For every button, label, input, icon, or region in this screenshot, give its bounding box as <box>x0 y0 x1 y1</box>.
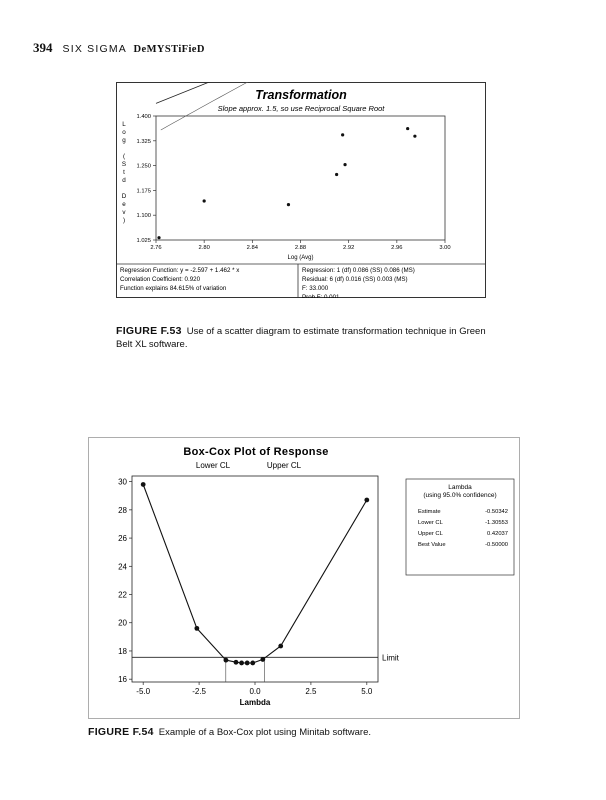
f54-y-tick-label: 26 <box>118 534 127 544</box>
f54-y-tick-label: 24 <box>118 562 127 572</box>
f54-x-tick-label: -2.5 <box>192 687 206 696</box>
f53-x-tick-label: 2.92 <box>343 245 355 251</box>
caption-f54-label: FIGURE F.54 <box>88 726 154 738</box>
f53-data-point <box>335 173 338 176</box>
f54-data-point <box>364 498 369 503</box>
f54-lambda-row-value: -1.30553 <box>485 520 508 526</box>
f53-ylabel-char: ) <box>122 217 126 224</box>
running-head-text: SIX SIGMA <box>62 43 127 55</box>
f53-x-tick-label: 2.76 <box>150 245 162 251</box>
f53-y-tick-label: 1.250 <box>136 163 151 170</box>
f53-ylabel-char: g <box>122 137 126 144</box>
f53-anova-residual: Residual: 6 (df) 0.016 (SS) 0.003 (MS) <box>302 276 408 283</box>
f54-limit-label: Limit <box>382 653 399 663</box>
caption-f53-label: FIGURE F.53 <box>116 325 182 337</box>
f53-data-point <box>203 199 206 202</box>
f54-data-point <box>245 661 250 666</box>
f54-lambda-row-value: -0.50342 <box>485 509 508 515</box>
f54-data-point <box>224 658 229 663</box>
f53-subtitle: Slope approx. 1.5, so use Reciprocal Square Root <box>217 104 385 113</box>
f53-anova-f: F: 33.000 <box>302 285 329 292</box>
f54-y-tick-label: 20 <box>118 618 127 628</box>
f54-data-point <box>250 661 255 666</box>
f53-ylabel-char: v <box>122 209 126 216</box>
f54-y-tick-label: 18 <box>118 646 127 656</box>
f54-y-tick-label: 16 <box>118 675 127 685</box>
caption-f54-text: Example of a Box-Cox plot using Minitab software. <box>158 727 371 738</box>
f54-y-tick-label: 28 <box>118 505 127 515</box>
f54-data-point <box>260 657 265 662</box>
f54-data-point <box>194 626 199 631</box>
f54-x-tick-label: -5.0 <box>136 687 151 696</box>
f53-ylabel-char: D <box>121 193 127 200</box>
f53-data-point <box>157 236 160 239</box>
f53-y-tick-label: 1.025 <box>136 238 151 244</box>
f54-data-point <box>234 660 239 665</box>
f53-data-point <box>287 203 290 206</box>
book-title: DeMYSTiFieD <box>133 44 205 55</box>
page-number: 394 <box>33 40 53 55</box>
f53-x-tick-label: 3.00 <box>439 245 451 251</box>
f53-y-tick-label: 1.325 <box>136 138 151 145</box>
f54-x-tick-label: 0.0 <box>249 687 261 696</box>
f54-y-tick-label: 22 <box>118 590 127 600</box>
f53-data-point <box>343 163 346 166</box>
f53-y-tick-label: 1.100 <box>136 213 151 220</box>
figure-f53-chart <box>116 82 486 298</box>
f53-ylabel-char: o <box>122 129 126 136</box>
f53-correlation: Correlation Coefficient: 0.920 <box>120 276 201 283</box>
f54-x-tick-label: 2.5 <box>305 687 317 696</box>
f54-x-tick-label: 5.0 <box>361 687 373 696</box>
f53-ylabel-char: t <box>123 169 125 176</box>
f53-y-tick-label: 1.175 <box>136 188 151 195</box>
caption-f53-line1: Use of a scatter diagram to estimate transformation technique in Green <box>186 326 486 337</box>
f54-upper-cl-label: Upper CL <box>266 461 302 470</box>
f53-anova-regression: Regression: 1 (df) 0.086 (SS) 0.086 (MS) <box>302 267 415 274</box>
f53-x-tick-label: 2.88 <box>294 245 307 251</box>
f53-title: Transformation <box>255 88 347 102</box>
f54-lambda-subtitle: (using 95.0% confidence) <box>423 492 497 499</box>
f54-lower-cl-label: Lower CL <box>195 461 231 470</box>
f53-anova-prob: Prob F: 0.001 <box>302 294 340 298</box>
f53-ylabel-char: d <box>122 177 126 184</box>
f54-lambda-row-label: Lower CL <box>418 520 443 526</box>
caption-f53-line2: Belt XL software. <box>116 339 188 350</box>
f53-data-point <box>341 133 344 136</box>
f54-title: Box-Cox Plot of Response <box>183 446 329 458</box>
f54-lambda-row-label: Estimate <box>418 509 441 515</box>
f54-data-point <box>278 644 283 649</box>
f54-lambda-row-value: 0.42037 <box>487 531 508 537</box>
f53-data-point <box>406 127 409 130</box>
f53-ylabel-char: e <box>122 201 126 208</box>
f53-x-tick-label: 2.80 <box>198 245 210 251</box>
f53-data-point <box>413 135 416 138</box>
f54-y-tick-label: 30 <box>118 477 127 487</box>
f53-x-tick-label: 2.84 <box>246 245 258 251</box>
f53-frame <box>117 83 486 298</box>
f54-lambda-row-label: Best Value <box>418 542 446 548</box>
f54-lambda-row-label: Upper CL <box>418 531 443 537</box>
caption-f54 <box>88 726 508 739</box>
f53-ylabel-char: S <box>121 161 127 168</box>
caption-f53 <box>116 325 496 351</box>
f54-data-point <box>239 661 244 666</box>
f54-lambda-box <box>406 479 514 575</box>
running-head <box>33 40 205 56</box>
f54-lambda-row-value: -0.50000 <box>485 542 508 548</box>
f53-ylabel-char: L <box>122 121 126 128</box>
f53-y-tick-label: 1.400 <box>136 114 151 120</box>
f53-xlabel: Log (Avg) <box>287 255 314 261</box>
f54-data-point <box>141 482 146 487</box>
f53-regression-function: Regression Function: y = -2.597 + 1.462 * x <box>120 267 240 274</box>
f54-lambda-title: Lambda <box>448 484 472 491</box>
f53-ylabel-char: ( <box>122 153 126 160</box>
f53-explains: Function explains 84.615% of variation <box>120 285 227 292</box>
f54-xlabel: Lambda <box>239 698 271 707</box>
f53-x-tick-label: 2.96 <box>391 245 403 251</box>
figure-f54-chart <box>88 437 520 719</box>
